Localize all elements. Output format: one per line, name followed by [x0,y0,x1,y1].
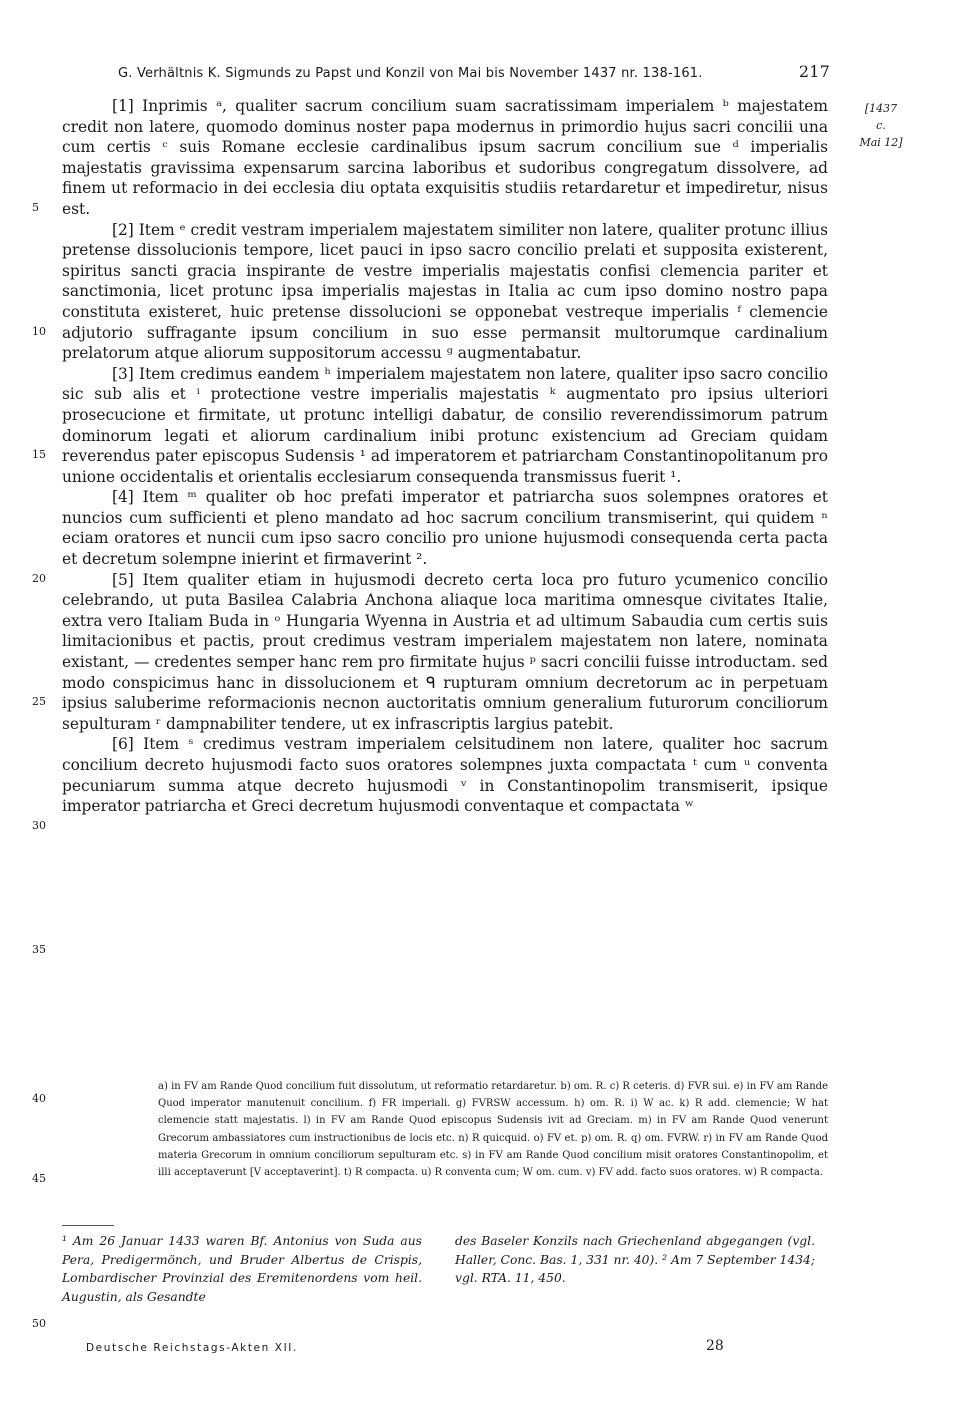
margin-date-line: [1437 [864,102,898,115]
footnote-divider [62,1225,114,1226]
footnote-text: des Baseler Konzils nach Griechenland abgegangen (vgl. Haller, Conc. Bas. 1, 331 nr. 40). ² Am 7 September 1434; vgl. RTA. 11, 450. [455,1234,815,1286]
margin-date [846,100,916,151]
textual-notes: a) in FV am Rande Quod concilium fuit dissolutum, ut reformatio retardaretur. b) om. R. c) R ceteris. d) FVR sui. e) in FV am Rande Quod imperator manutenuit concilium. f) FR imperiali. g) FVRSW accessum. h) om. R. i) W ac. k) R add. clemencie; W hat clemencie statt majestatis. l) in FV am Rande Quod episcopus Sudensis ivit ad Greciam. m) in FV am Rande Quod venerunt Grecorum ambassiatores cum instructionibus de locis etc. n) R quicquid. o) FV et. p) om. R. q) om. FVRW. r) in FV am Rande Quod materia Grecorum in omnium conciliorum sepulturam etc. s) in FV am Rande Quod concilium misit oratores Constantinopolim, et illi acceptaverunt [V acceptaverint]. t) R compacta. u) R conventa cum; W om. cum. v) FV add. facto suos oratores. w) R compacta. [158,1081,828,1179]
paragraph-2: [2] Item ᵉ credit vestram imperialem majestatem similiter non latere, qualiter protunc illius pretense dissolucionis tempore, licet pauci in ipso sacro concilio prelati et supposita existerent, spiritus sancti gracia inspirante de vestre imperialis majestatis confisi clemencia pariter et sanctimonia, licet protunc ipsa imperialis majestas in Italia ac cum ipso domino nostro papa constituta existeret, huic pretense dissolucioni se opponebat vestreque imperialis ᶠ clemencie adjutorio suffragante ipsum concilium in suo esse permansit multorumque cardinalium prelatorum atque aliorum suppositorum accessu ᵍ augmentabatur. [62,220,828,363]
footer-series-title: Deutsche Reichstags-Akten XII. [86,1342,298,1354]
paragraph-1: [1] Inprimis ᵃ, qualiter sacrum concilium suam sacratissimam imperialem ᵇ majestatem credit non latere, quomodo dominus noster papa modernus in primordio hujus sacri concilii una cum certis ᶜ suis Romane ecclesie cardinalibus ipsum sacrum concilium sue ᵈ imperialis majestatis gravissima expensarum sarcina laboribus et sudoribus congregatum dissolvere, ad finem ut reformacio in dei ecclesia diu optata exquisitis studiis retardaretur et impediretur, nisus est. [62,97,828,218]
footnote-column-left [62,1232,422,1306]
header-title: G. Verhältnis K. Sigmunds zu Papst und Konzil von Mai bis November 1437 nr. 138-161. [118,66,703,81]
line-number: 5 [32,201,39,214]
line-number: 25 [32,695,46,708]
line-number: 35 [32,943,46,956]
footer-signature: 28 [706,1338,724,1354]
paragraph-5: [5] Item qualiter etiam in hujusmodi decreto certa loca pro futuro ycumenico concilio celebrando, ut puta Basilea Calabria Anchona aliaque loca maritima omnesque civitates Italie, extra vero Italiam Buda in ᵒ Hungaria Wyenna in Austria et ad ultimum Sabaudia cum certis suis limitacionibus et pactis, prout credimus vestram imperialem majestatem non latere, nominata existant, — credentes semper hanc rem pro firmitate hujus ᵖ sacri concilii fuisse introductam. sed modo conspicimus hanc in dissolucionem et ᑫ rupturam omnium decretorum ac in perpetuam ipsius saluberime reformacionis necnon auctoritatis omnium generalium futurorum conciliorum sepulturam ʳ dampnabiliter tendere, ut ex infrascriptis largius patebit. [62,570,828,733]
line-number: 15 [32,448,46,461]
footnote-text: ¹ Am 26 Januar 1433 waren Bf. Antonius von Suda aus Pera, Predigermönch, und Bruder Albertus de Crispis, Lombardischer Provinzial des Eremitenordens vom heil. Augustin, als Gesandte [62,1234,422,1304]
paragraph-6: [6] Item ˢ credimus vestram imperialem celsitudinem non latere, qualiter hoc sacrum concilium decreto hujusmodi facto suos oratores solempnes juxta compactata ᵗ cum ᵘ conventa pecuniarum summa atque decreto hujusmodi ᵛ in Constantinopolim transmiserit, ipsique imperator patriarcha et Greci decretum hujusmodi conventaque et compactata ʷ [62,735,828,816]
textual-apparatus [158,1078,828,1181]
footnote-column-right [455,1232,815,1288]
page-number: 217 [798,62,830,81]
running-header [118,62,830,86]
line-number: 10 [32,325,46,338]
note-line-number: 40 [32,1092,46,1105]
paragraph-3: [3] Item credimus eandem ʰ imperialem majestatem non latere, qualiter ipso sacro concilio sic sub alis et ⁱ protectione vestre imperialis majestatis ᵏ augmentato pro ipsius ulteriori prosecucione et firmitate, ut protunc intelligi dabatur, de consilio reverendissimorum patrum dominorum legati et aliorum cardinalium inibi protunc existencium ad Greciam quidam reverendus pater episcopus Sudensis ¹ ad imperatorem et patriarcham Constantinopolitanum pro unione occidentalis et orientalis ecclesiarum consequenda transmissus fuerit ¹. [62,364,828,486]
line-number: 30 [32,819,46,832]
paragraph-4: [4] Item ᵐ qualiter ob hoc prefati imperator et patriarcha suos solempnes oratores et nuncios cum sufficienti et pleno mandato ad hoc sacrum concilium transmiserint, qui quidem ⁿ eciam oratores et nuncii cum ipso sacro concilio pro unione hujusmodi consequenda certa pacta et decretum solempne inierint et firmaverint ². [62,488,828,569]
main-text [62,96,828,817]
margin-date-line: c. [876,119,886,132]
line-number: 20 [32,572,46,585]
note-line-number: 45 [32,1172,46,1185]
footnote-line-number: 50 [32,1317,46,1330]
margin-date-line: Mai 12] [859,136,903,149]
